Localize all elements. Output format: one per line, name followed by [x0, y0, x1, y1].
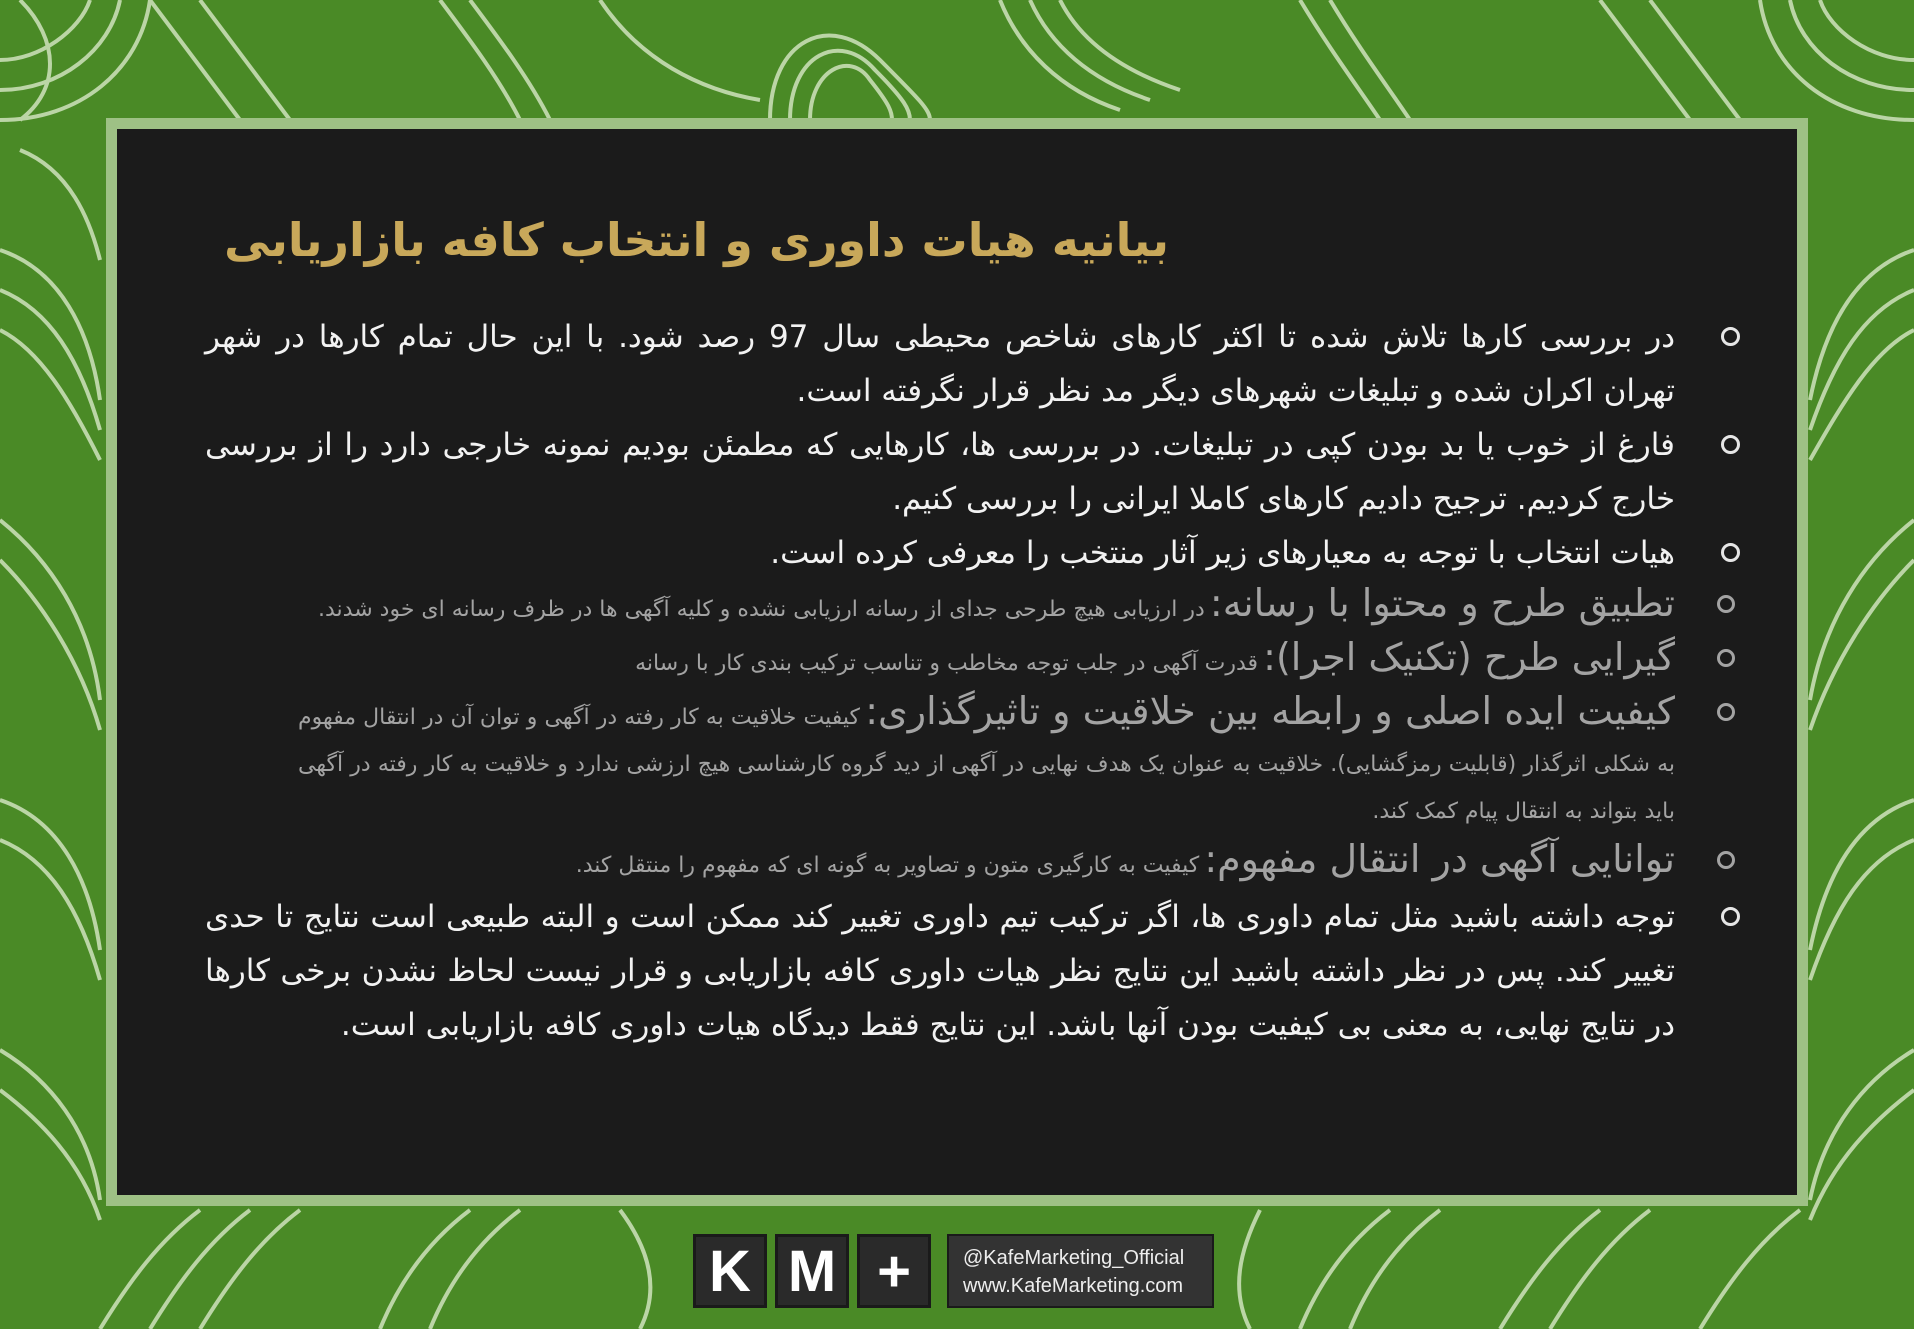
criteria-heading: توانایی آگهی در انتقال مفهوم: — [1204, 837, 1675, 881]
criteria-item — [298, 688, 1675, 836]
list-item — [205, 418, 1675, 526]
list-item — [205, 890, 1675, 1052]
list-item-text: توجه داشته باشید مثل تمام داوری ها، اگر ترکیب تیم داوری تغییر کند ممکن است و البته طبیعی است نتایج تا حدی تغییر کند. پس در نظر داشته باشید این نتایج نظر هیات داوری کافه بازاریابی و قرار نیست لحاظ نشدن برخی کارها در نتایج نهایی، به معنی بی کیفیت بودن آنها باشد. این نتایج فقط دیدگاه هیات داوری کافه بازاریابی است. — [205, 899, 1675, 1043]
list-item — [205, 310, 1675, 418]
list-item-text: هیات انتخاب با توجه به معیارهای زیر آثار منتخب را معرفی کرده است. — [770, 535, 1675, 571]
circle-bullet-icon — [1721, 543, 1740, 562]
criteria-heading: تطبیق طرح و محتوا با رسانه: — [1209, 581, 1675, 625]
circle-bullet-icon — [1717, 595, 1735, 613]
criteria-heading: گیرایی طرح (تکنیک اجرا): — [1263, 635, 1675, 679]
circle-bullet-icon — [1717, 851, 1735, 869]
list-item — [205, 526, 1675, 580]
logo-letter-m: M — [775, 1234, 849, 1308]
criteria-list-wrapper — [205, 580, 1675, 890]
criteria-item — [298, 634, 1675, 688]
criteria-item — [298, 836, 1675, 890]
criteria-heading: کیفیت ایده اصلی و رابطه بین خلاقیت و تاثیرگذاری: — [865, 689, 1675, 733]
statement-list — [205, 310, 1675, 1052]
circle-bullet-icon — [1721, 907, 1740, 926]
social-handle: @KafeMarketing_Official — [963, 1247, 1185, 1269]
page-title: بیانیه هیات داوری و انتخاب کافه بازاریابی — [224, 213, 1169, 267]
contact-box — [947, 1234, 1214, 1308]
circle-bullet-icon — [1717, 703, 1735, 721]
website-link[interactable]: www.KafeMarketing.com — [963, 1275, 1184, 1297]
criteria-description: کیفیت خلاقیت به کار رفته در آگهی و توان آن در انتقال مفهوم به شکلی اثرگذار (قابلیت رمزگشایی). خلاقیت به عنوان یک هدف نهایی در آگهی از دید گروه کارشناسی هیچ ارزشی ندارد و خلاقیت به کار رفته در آگهی باید بتواند به انتقال پیام کمک کند. — [298, 705, 1675, 824]
logo-letter-k: K — [693, 1234, 767, 1308]
circle-bullet-icon — [1721, 327, 1740, 346]
list-item-text: در بررسی کارها تلاش شده تا اکثر کارهای شاخص محیطی سال 97 رصد شود. با این حال تمام کارها در شهر تهران اکران شده و تبلیغات شهرهای دیگر مد نظر قرار نگرفته است. — [205, 319, 1675, 409]
circle-bullet-icon — [1721, 435, 1740, 454]
logo-plus: + — [857, 1234, 931, 1308]
criteria-description: کیفیت به کارگیری متون و تصاویر به گونه ای که مفهوم را منتقل کند. — [575, 853, 1200, 878]
criteria-list — [298, 580, 1675, 890]
criteria-description: در ارزیابی هیچ طرحی جدای از رسانه ارزیابی نشده و کلیه آگهی ها در ظرف رسانه ای خود شدند. — [318, 597, 1205, 622]
criteria-description: قدرت آگهی در جلب توجه مخاطب و تناسب ترکیب بندی کار با رسانه — [635, 651, 1259, 676]
list-item-text: فارغ از خوب یا بد بودن کپی در تبلیغات. در بررسی ها، کارهایی که مطمئن بودیم نمونه خارجی دارد را از بررسی خارج کردیم. ترجیح دادیم کارهای کاملا ایرانی را بررسی کنیم. — [205, 427, 1675, 517]
circle-bullet-icon — [1717, 649, 1735, 667]
criteria-item — [298, 580, 1675, 634]
